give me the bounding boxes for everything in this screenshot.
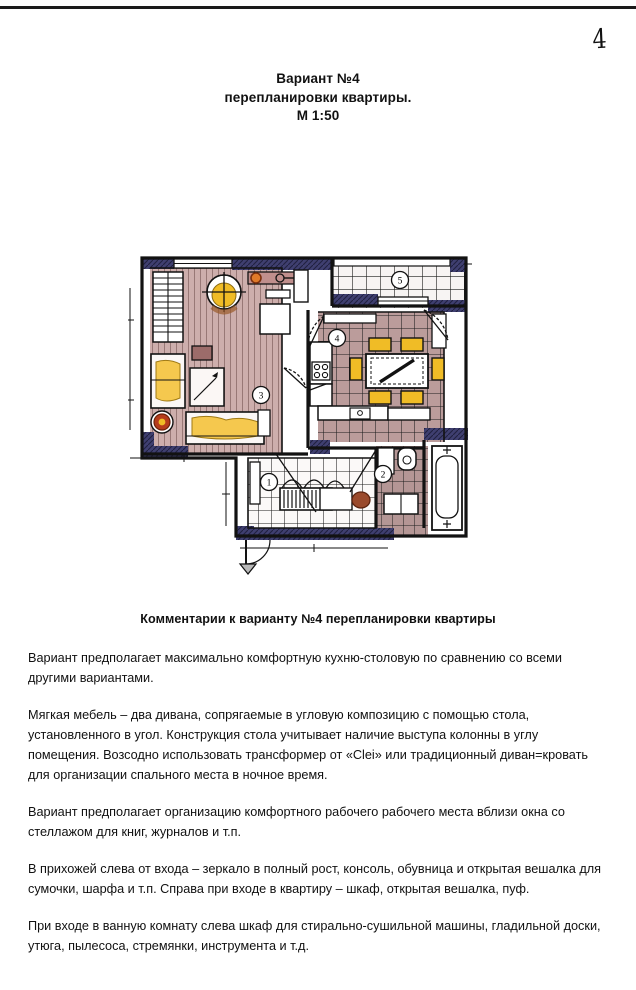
- page-number: 4: [591, 23, 608, 56]
- furniture-console: [250, 462, 260, 504]
- room-marker-3-label: 3: [258, 391, 264, 402]
- room-marker-3: [253, 387, 270, 404]
- room-marker-4: [329, 330, 346, 347]
- floor-plan-drawing: [128, 250, 474, 580]
- room-marker-5: [392, 272, 409, 289]
- comments-heading: Комментарии к варианту №4 перепланировки квартиры: [140, 612, 496, 626]
- title-line-2: перепланировки квартиры.: [224, 89, 412, 105]
- appliance-hob: [312, 362, 330, 380]
- furniture-floor-lamp: [151, 411, 173, 433]
- comment-paragraph-5: При входе в ванную комнату слева шкаф для стирально-сушильной машины, гладильной доски, утюга, пылесоса, стремянки, инструмента и т.д.: [28, 919, 601, 953]
- furniture-bookshelf: [153, 272, 183, 342]
- comment-paragraph-2: Мягкая мебель – два дивана, сопрягаемые в угловую композицию с помощью стола, установленного в угол. Конструкция стола учитывает наличие выступа колонны в углу помещения. Возсодно использовать трансформер от «Clei» или традиционный диван=кровать для организации спального места в ночное время.: [28, 708, 589, 782]
- comment-paragraph-3: Вариант предполагает организацию комфортного рабочего рабочего места вблизи окна со стеллажом для книг, журналов и т.п.: [28, 805, 565, 839]
- structure-column: [192, 346, 212, 360]
- room-marker-1: [261, 474, 278, 491]
- furniture-sofa-left: [151, 354, 185, 408]
- title-line-1: Вариант №4: [276, 71, 360, 86]
- room-marker-2-label: 2: [380, 470, 386, 481]
- title-line-3: М 1:50: [296, 108, 340, 123]
- room-marker-1-label: 1: [266, 478, 272, 489]
- room-marker-4-label: 4: [334, 334, 340, 345]
- furniture-corner-table: [190, 368, 224, 406]
- furniture-pouf: [352, 492, 370, 508]
- fixture-bathtub: [432, 446, 462, 530]
- fixture-toilet: [398, 448, 416, 470]
- room-marker-2: [375, 466, 392, 483]
- furniture-sofa-bottom: [186, 410, 270, 444]
- page-title: [0, 70, 636, 126]
- comment-paragraph-1: Вариант предполагает максимально комфортную кухню-столовую по сравнению со всеми другими вариантами.: [28, 651, 562, 685]
- comments-body: [28, 648, 610, 956]
- page-top-rule: [0, 6, 636, 9]
- room-marker-5-label: 5: [397, 276, 403, 287]
- appliance-sink: [350, 408, 370, 419]
- comment-paragraph-4: В прихожей слева от входа – зеркало в полный рост, консоль, обувница и открытая вешалка для сумочки, шарфа и т.п. Справа при входе в квартиру – шкаф, открытая вешалка, пуф.: [28, 862, 601, 896]
